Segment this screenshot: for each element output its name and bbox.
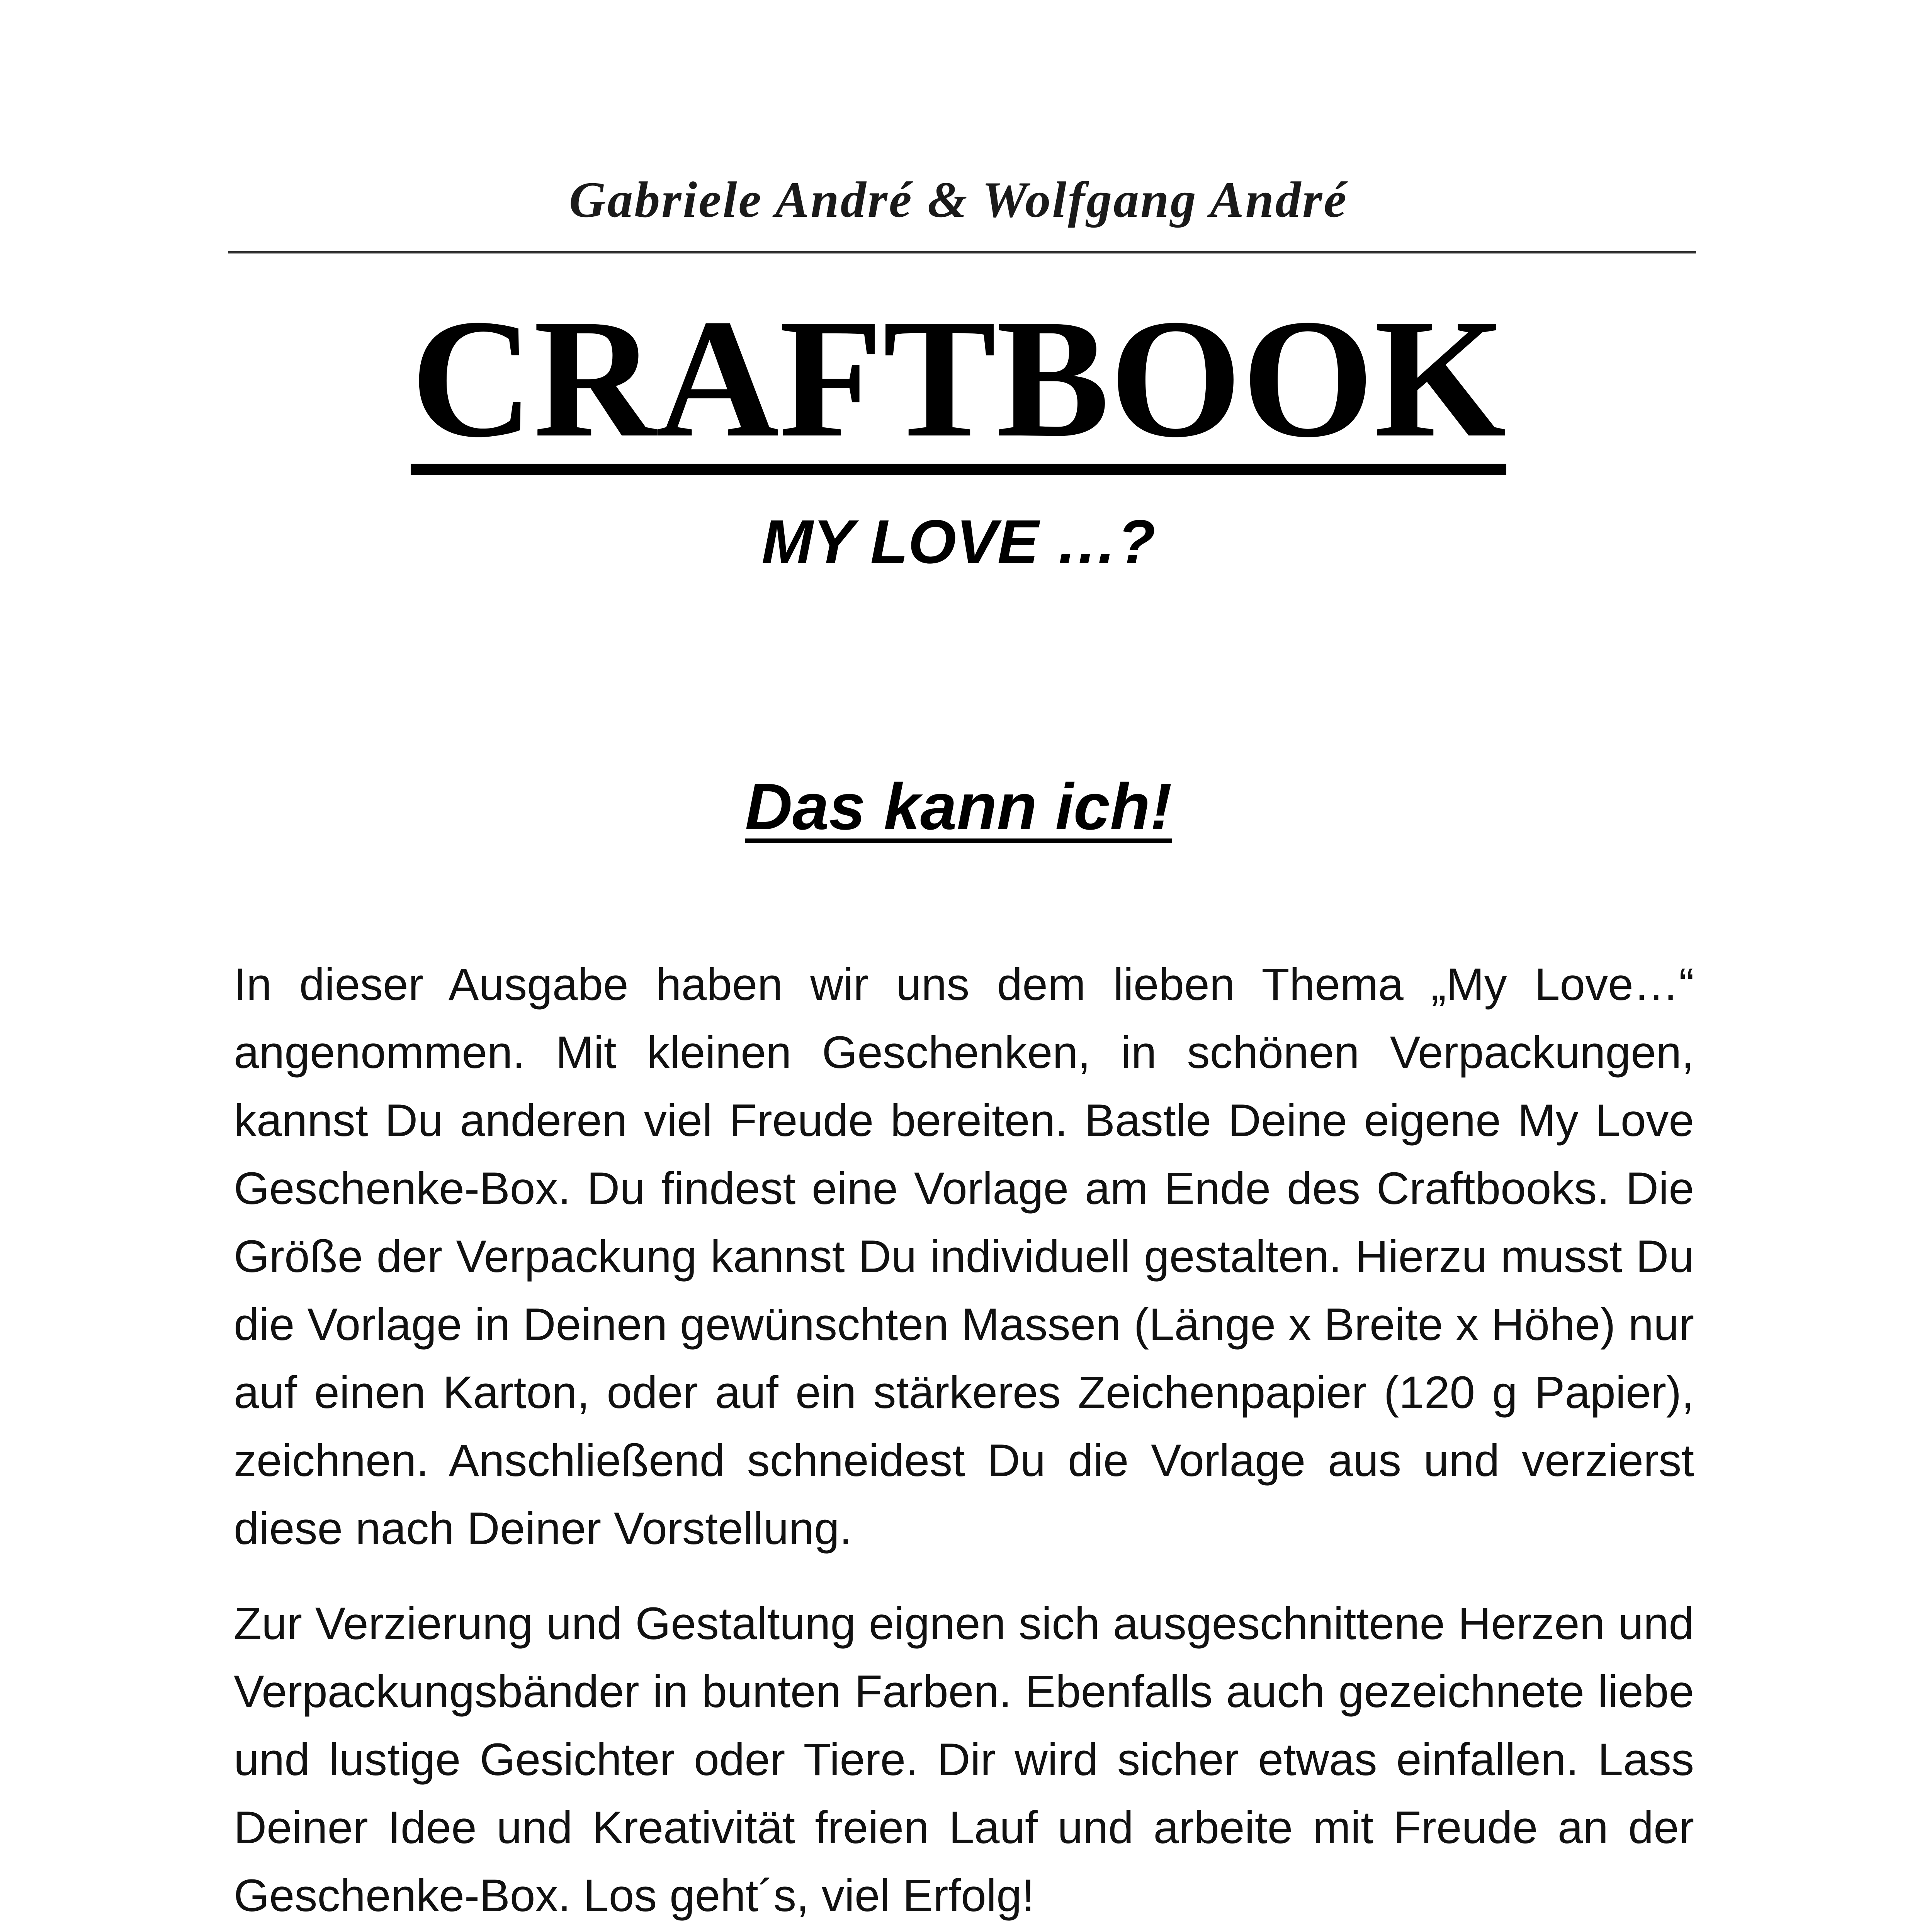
section-heading-text: Das kann ich!: [745, 770, 1172, 844]
paragraph-2: Zur Verzierung und Gestaltung eignen sich ausgeschnittene Herzen und Verpackungsbänder in bunten Farben. Ebenfalls auch gezeichnete liebe und lustige Gesichter oder Tiere. Dir wird sicher etwas einfallen. Lass Deiner Idee und Kreativität freien Lauf und arbeite mit Freude an der Geschenke-Box. Los geht´s, viel Erfolg!: [234, 1598, 1694, 1921]
book-title: [0, 282, 1917, 475]
body-text: [234, 951, 1694, 1932]
book-title-text: CRAFTBOOK: [411, 301, 1506, 475]
author-line: Gabriele André & Wolfgang André: [569, 171, 1348, 228]
paragraph-1: In dieser Ausgabe haben wir uns dem lieben Thema „My Love…“ angenommen. Mit kleinen Geschenken, in schönen Verpackungen, kannst Du anderen viel Freude bereiten. Bastle Deine eigene My Love Geschenke-Box. Du findest eine Vorlage am Ende des Craftbooks. Die Größe der Verpackung kannst Du individuell gestalten. Hierzu musst Du die Vorlage in Deinen gewünschten Massen (Länge x Breite x Höhe) nur auf einen Karton, oder auf ein stärkeres Zeichenpapier (120 g Papier), zeichnen. Anschließend schneidest Du die Vorlage aus und verzierst diese nach Deiner Vorstellung.: [234, 959, 1694, 1554]
header-divider: [228, 251, 1696, 253]
section-heading: [0, 769, 1917, 845]
book-subtitle: MY LOVE …?: [761, 507, 1156, 576]
